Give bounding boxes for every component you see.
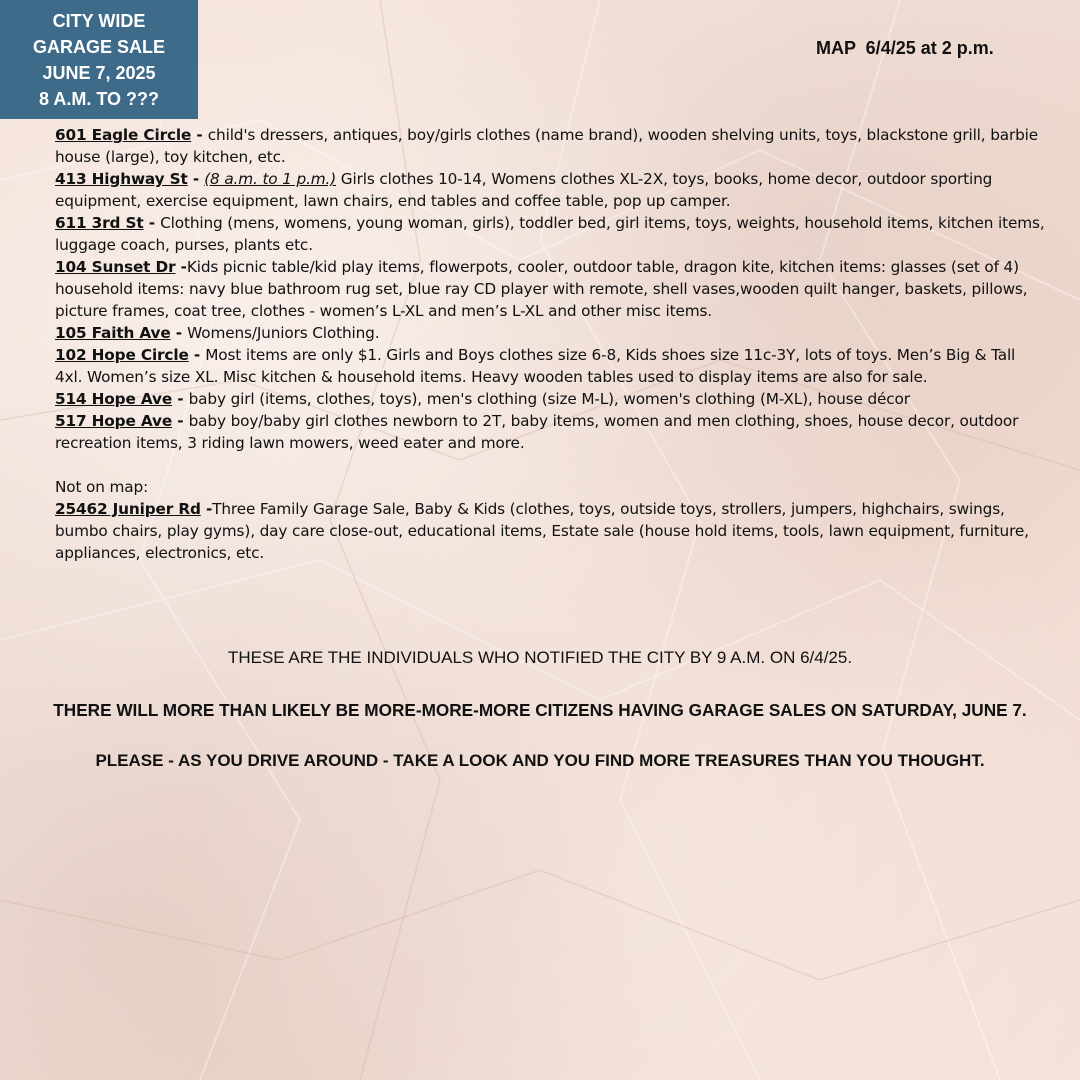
listing-address: 413 Highway St — [55, 170, 188, 188]
listing-address: 25462 Juniper Rd — [55, 500, 201, 518]
listing-25462-juniper-rd: 25462 Juniper Rd -Three Family Garage Sale, Baby & Kids (clothes, toys, outside toys, strollers, jumpers, highchairs, swings, bumbo chairs, play gyms), day care close-out, educational items, Estate sale (house hold items, tools, lawn equipment, furniture, appliances, electronics, etc. — [55, 500, 1029, 562]
not-on-map-heading: Not on map: — [55, 478, 149, 496]
section-spacer — [55, 454, 1045, 476]
listing-413-highway-st: 413 Highway St - (8 a.m. to 1 p.m.) Girls clothes 10-14, Womens clothes XL-2X, toys, books, home decor, outdoor sporting equipment, exercise equipment, lawn chairs, end tables and coffee table, pop up camper. — [55, 170, 993, 210]
listing-517-hope-ave: 517 Hope Ave - baby boy/baby girl clothes newborn to 2T, baby items, women and men clothing, shoes, house decor, outdoor recreation items, 3 riding lawn mowers, weed eater and more. — [55, 412, 1019, 452]
listing-items: Clothing (mens, womens, young woman, girls), toddler bed, girl items, toys, weights, household items, kitchen items, luggage coach, purses, plants etc. — [55, 214, 1045, 254]
listing-102-hope-circle: 102 Hope Circle - Most items are only $1. Girls and Boys clothes size 6-8, Kids shoes size 11c-3Y, lots of toys. Men’s Big & Tall 4xl. Women’s size XL. Misc kitchen & household items. Heavy wooden tables used to display items are also for sale. — [55, 346, 1016, 386]
listing-address: 102 Hope Circle — [55, 346, 189, 364]
listing-address: 517 Hope Ave — [55, 412, 173, 430]
listing-address: 514 Hope Ave — [55, 390, 173, 408]
notice-more-sales: THERE WILL MORE THAN LIKELY BE MORE-MORE-MORE CITIZENS HAVING GARAGE SALES ON SATURDAY, JUNE 7. — [53, 700, 1027, 720]
listing-items: Three Family Garage Sale, Baby & Kids (clothes, toys, outside toys, strollers, jumpers, highchairs, swings, bumbo chairs, play gyms), day care close-out, educational items, Estate sale (house hold items, tools, lawn equipment, furniture, appliances, electronics, etc. — [55, 500, 1029, 562]
listing-514-hope-ave: 514 Hope Ave - baby girl (items, clothes, toys), men's clothing (size M-L), women's clothing (M-XL), house décor — [55, 390, 910, 408]
listing-items: baby boy/baby girl clothes newborn to 2T, baby items, women and men clothing, shoes, house decor, outdoor recreation items, 3 riding lawn mowers, weed eater and more. — [55, 412, 1019, 452]
listing-address: 105 Faith Ave — [55, 324, 171, 342]
listing-items: child's dressers, antiques, boy/girls clothes (name brand), wooden shelving units, toys, blackstone grill, barbie house (large), toy kitchen, etc. — [55, 126, 1039, 166]
map-date-label: MAP 6/4/25 at 2 p.m. — [816, 38, 994, 58]
listing-105-faith-ave: 105 Faith Ave - Womens/Juniors Clothing. — [55, 324, 380, 342]
listing-items: Womens/Juniors Clothing. — [187, 324, 380, 342]
listing-items: Girls clothes 10-14, Womens clothes XL-2X, toys, books, home decor, outdoor sporting equipment, exercise equipment, lawn chairs, end tables and coffee table, pop up camper. — [55, 170, 993, 210]
listing-601-eagle-circle: 601 Eagle Circle - child's dressers, antiques, boy/girls clothes (name brand), wooden shelving units, toys, blackstone grill, barbie house (large), toy kitchen, etc. — [55, 126, 1039, 166]
garage-sale-listings — [55, 124, 1045, 564]
event-title-box — [0, 0, 198, 119]
event-time-line: 8 A.M. TO ??? — [39, 88, 159, 109]
listing-hours: (8 a.m. to 1 p.m.) — [204, 170, 337, 188]
listing-items: baby girl (items, clothes, toys), men's clothing (size M-L), women's clothing (M-XL), house décor — [188, 390, 910, 408]
listing-104-sunset-dr: 104 Sunset Dr -Kids picnic table/kid play items, flowerpots, cooler, outdoor table, dragon kite, kitchen items: glasses (set of 4) household items: navy blue bathroom rug set, blue ray CD player with remote, shell vases,wooden quilt hanger, baskets, pillows, picture frames, coat tree, clothes - women’s L-XL and men’s L-XL and other misc items. — [55, 258, 1028, 320]
listing-address: 611 3rd St — [55, 214, 144, 232]
listing-address: 601 Eagle Circle — [55, 126, 192, 144]
notice-notified-city: THESE ARE THE INDIVIDUALS WHO NOTIFIED THE CITY BY 9 A.M. ON 6/4/25. — [227, 648, 853, 667]
listing-items: Kids picnic table/kid play items, flowerpots, cooler, outdoor table, dragon kite, kitchen items: glasses (set of 4) household items: navy blue bathroom rug set, blue ray CD player with remote, shell vases,wooden quilt hanger, baskets, pillows, picture frames, coat tree, clothes - women’s L-XL and men’s L-XL and other misc items. — [55, 258, 1028, 320]
event-date-line: JUNE 7, 2025 — [42, 62, 156, 83]
event-title-line: CITY WIDE — [52, 10, 146, 31]
notice-drive-around: PLEASE - AS YOU DRIVE AROUND - TAKE A LOOK AND YOU FIND MORE TREASURES THAN YOU THOUGHT. — [95, 751, 985, 770]
event-title-line: GARAGE SALE — [32, 36, 165, 57]
listing-611-3rd-st: 611 3rd St - Clothing (mens, womens, young woman, girls), toddler bed, girl items, toys, weights, household items, kitchen items, luggage coach, purses, plants etc. — [55, 214, 1045, 254]
listing-address: 104 Sunset Dr — [55, 258, 176, 276]
listing-items: Most items are only $1. Girls and Boys clothes size 6-8, Kids shoes size 11c-3Y, lots of toys. Men’s Big & Tall 4xl. Women’s size XL. Misc kitchen & household items. Heavy wooden tables used to display items are also for sale. — [55, 346, 1016, 386]
